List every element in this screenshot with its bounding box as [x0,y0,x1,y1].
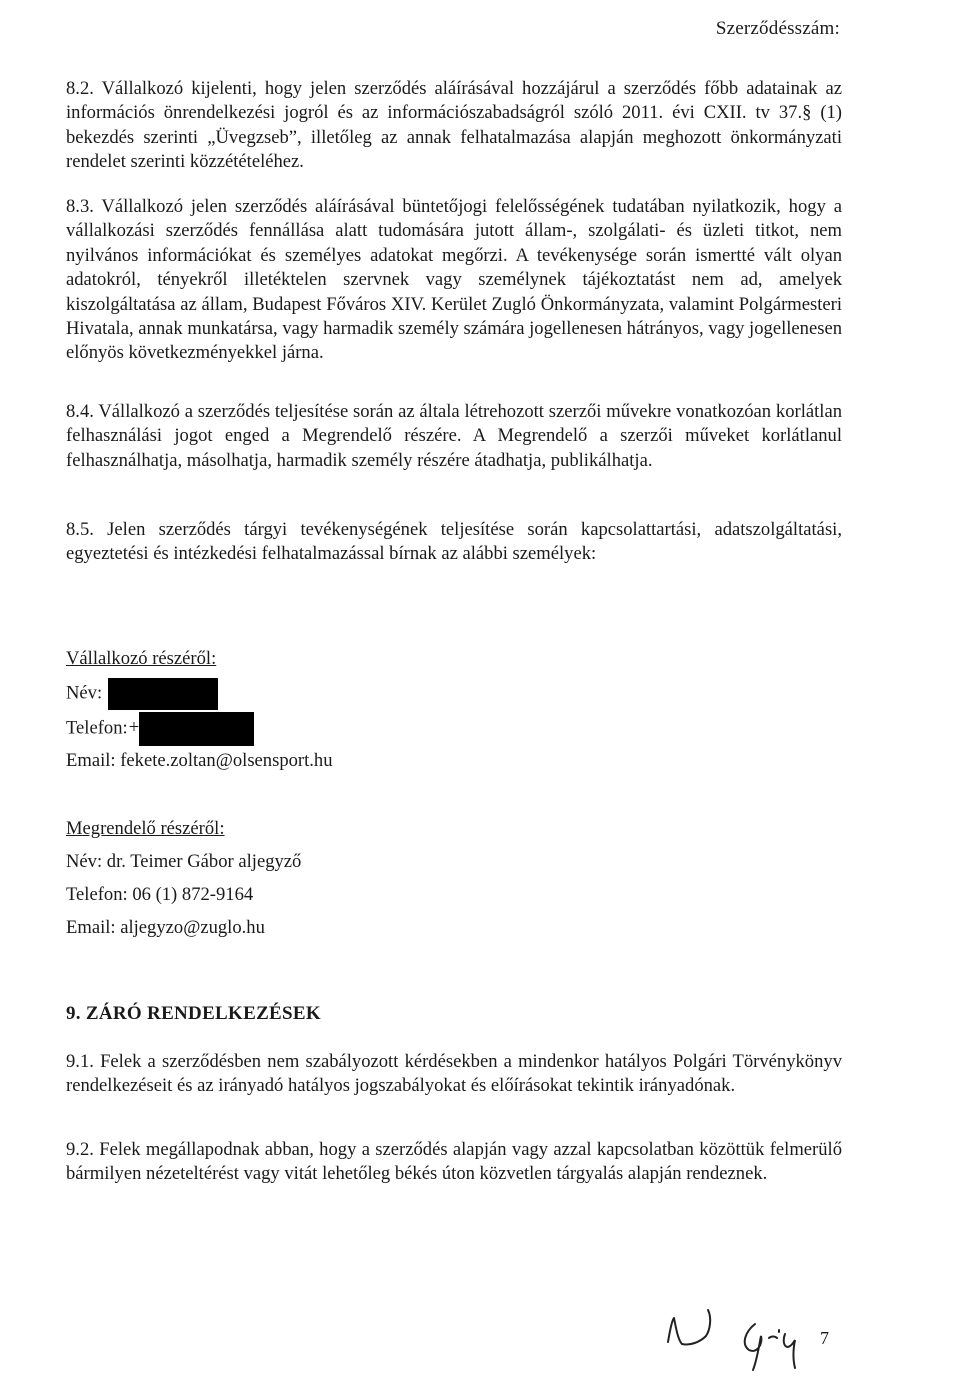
contractor-name-label: Név: [66,682,103,704]
contractor-email-value: fekete.zoltan@olsensport.hu [120,750,333,771]
page-number: 7 [820,1328,829,1348]
section-9-title: 9. ZÁRÓ RENDELKEZÉSEK [66,1003,321,1024]
redaction-box [108,678,218,710]
paragraph-8-2: 8.2. Vállalkozó kijelenti, hogy jelen szerződés aláírásával hozzájárul a szerződés főbb adatainak az információs önrendelkezési jogról és az információszabadságról szóló 2011. évi CXII. tv 37.§ (1) bekezdés szerinti „Üvegzseb”, illetőleg az annak felhatalmazása alapján meghozott önkormányzati rendelet szerinti közzétételéhez. [66,78,842,173]
paragraph-8-5: 8.5. Jelen szerződés tárgyi tevékenységének teljesítése során kapcsolattartási, adatszolgáltatási, egyeztetési és intézkedési felhatalmazással bírnak az alábbi személyek: [66,519,842,565]
contractor-heading: Vállalkozó részéről: [66,648,217,669]
initials-signature-right [735,1310,825,1374]
redaction-box [139,712,254,746]
contractor-phone-label: Telefon: [66,717,128,739]
contractor-phone-line [66,712,254,746]
paragraph-8-3: 8.3. Vállalkozó jelen szerződés aláírásával büntetőjogi felelősségének tudatában nyilatkozik, hogy a vállalkozási szerződés fennállása alatt tudomására jutott állam-, szolgálati- és üzleti titkot, nem nyilvános információkat és személyes adatokat megőrzi. A tevékenysége során ismertté vált olyan adatokról, tényekről illetéktelen szervnek vagy személynek tájékoztatást nem ad, amelyek kiszolgáltatása az állam, Budapest Főváros XIV. Kerület Zugló Önkormányzata, valamint Polgármesteri Hivatala, annak munkatársa, vagy harmadik személy számára jogellenesen hátrányos, vagy jogellenesen előnyös következményekkel járna. [66,196,842,364]
client-name-line: Név: dr. Teimer Gábor aljegyző [66,851,302,872]
paragraph-9-1: 9.1. Felek a szerződésben nem szabályozott kérdésekben a mindenkor hatályos Polgári Törvénykönyv rendelkezéseit és az irányadó hatályos jogszabályokat és előírásokat tekintik irányadónak. [66,1051,842,1097]
contract-number-label: Szerződésszám: [715,18,840,39]
paragraph-8-4: 8.4. Vállalkozó a szerződés teljesítése során az általa létrehozott szerzői művekre vonatkozóan korlátlan felhasználási jogot enged a Megrendelő részére. A Megrendelő a szerzői műveket korlátlanul felhasználhatja, másolhatja, harmadik személy részére átadhatja, publikálhatja. [66,401,842,471]
contractor-email-line [66,750,333,772]
client-heading: Megrendelő részéről: [66,818,225,839]
contractor-email-label: Email: [66,750,116,771]
paragraph-9-2: 9.2. Felek megállapodnak abban, hogy a szerződés alapján vagy azzal kapcsolatban közöttük felmerülő bármilyen nézeteltérést vagy vitát lehetőleg békés úton közvetlen tárgyalás alapján rendeznek. [66,1139,842,1185]
client-email-line: Email: aljegyzo@zuglo.hu [66,917,265,938]
client-phone-line: Telefon: 06 (1) 872-9164 [66,884,254,905]
contractor-name-line [66,678,218,710]
contractor-phone-prefix: + [128,717,140,739]
